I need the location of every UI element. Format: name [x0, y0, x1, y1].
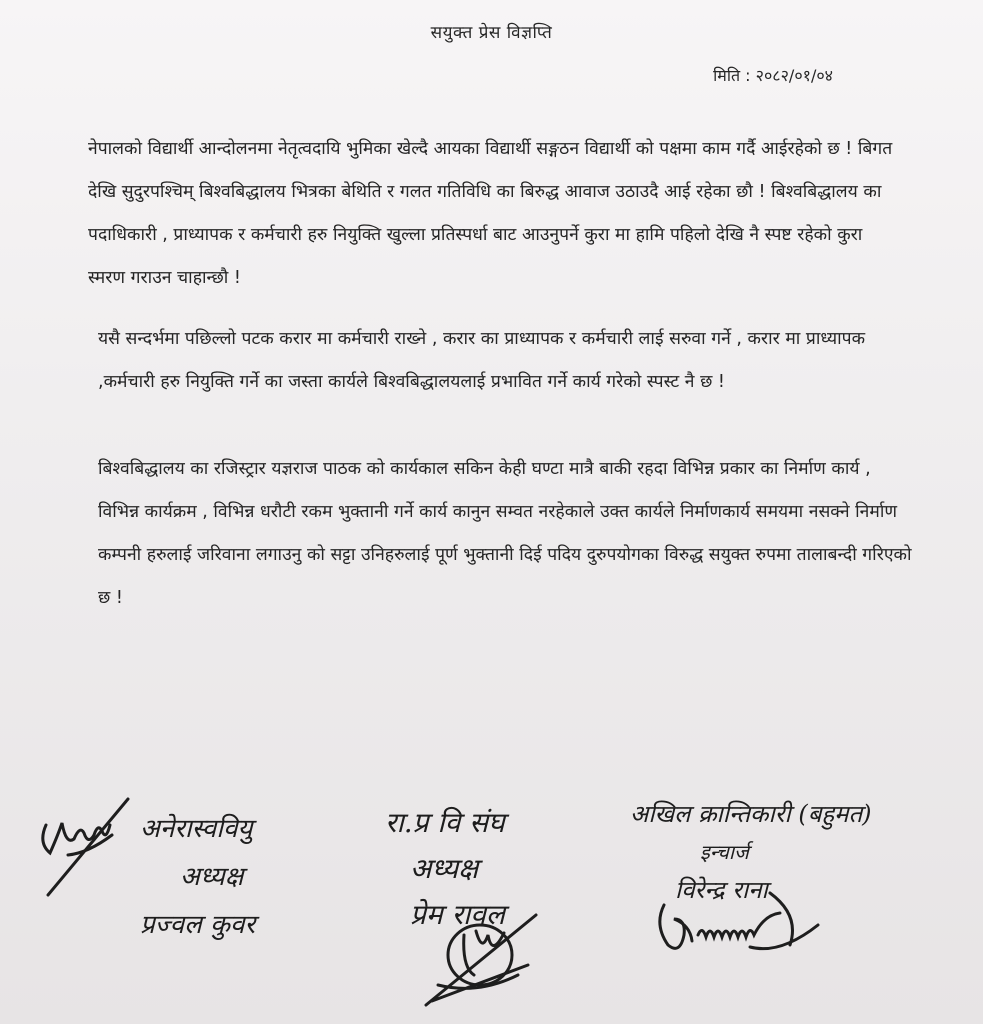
document-title: सयुक्त प्रेस विज्ञप्ति: [430, 23, 553, 43]
document-date: मिति : २०८२/०१/०४: [713, 66, 833, 85]
signatory-name: विरेन्द्र राना: [675, 876, 768, 904]
signatory-organization: रा.प्र वि संघ: [385, 806, 505, 839]
paragraph-3: बिश्वबिद्धालय का रजिस्ट्रार यज्ञराज पाठक को कार्यकाल सकिन केही घण्टा मात्रै बाकी रहदा विभिन्न प्रकार का निर्माण कार्य , विभिन्न कार्यक्रम , विभिन्न धरौटी रकम भुक्तानी गर्ने कार्य कानुन सम्वत नरहेकाले उक्त कार्यले निर्माणकार्य समयमा नसक्ने निर्माण कम्पनी हरुलाई जरिवाना लगाउनु को सट्टा उनिहरुलाई पूर्ण भुक्तानी दिई पदिय दुरुपयोगका विरुद्ध सयुक्त रुपमा तालाबन्दी गरिएको छ !: [98, 459, 912, 608]
signature-mark-1: [28, 795, 148, 905]
paragraph-1: नेपालको विद्यार्थी आन्दोलनमा नेतृत्वदायि भुमिका खेल्दै आयका विद्यार्थी सङ्गठन विद्यार्थी को पक्षमा काम गर्दै आईरहेको छ ! बिगत देखि सुदुरपश्चिम् बिश्वबिद्धालय भित्रका बेथिति र गलत गतिविधि का बिरुद्ध आवाज उठाउदै आई रहेका छौ ! बिश्वबिद्धालय का पदाधिकारी , प्राध्यापक र कर्मचारी हरु नियुक्ति खुल्ला प्रतिस्पर्धा बाट आउनुपर्ने कुरा मा हामि पहिलो देखि नै स्पष्ट रहेको कुरा स्मरण गराउन चाहान्छौ !: [88, 139, 893, 288]
signatory-name: प्रेम रावल: [410, 898, 505, 931]
signatory-position: अध्यक्ष: [180, 862, 244, 892]
signatory-3: [630, 795, 872, 909]
paragraph-2: यसै सन्दर्भमा पछिल्लो पटक करार मा कर्मचारी राख्ने , करार का प्राध्यापक र कर्मचारी लाई सरुवा गर्ने , करार मा प्राध्यापक ,कर्मचारी हरु नियुक्ति गर्ने का जस्ता कार्यले बिश्वबिद्धालयलाई प्रभावित गर्ने कार्य गरेको स्पस्ट नै छ !: [98, 329, 866, 392]
signatory-organization: अखिल क्रान्तिकारी (बहुमत): [630, 800, 872, 828]
signatory-2: [385, 800, 505, 938]
signatory-position: अध्यक्ष: [410, 852, 479, 885]
signatory-organization: अनेरास्ववियु: [140, 814, 253, 844]
signatory-name: प्रज्वल कुवर: [140, 910, 256, 940]
signatory-1: [140, 805, 255, 949]
signatory-position: इन्चार्ज: [700, 840, 749, 864]
